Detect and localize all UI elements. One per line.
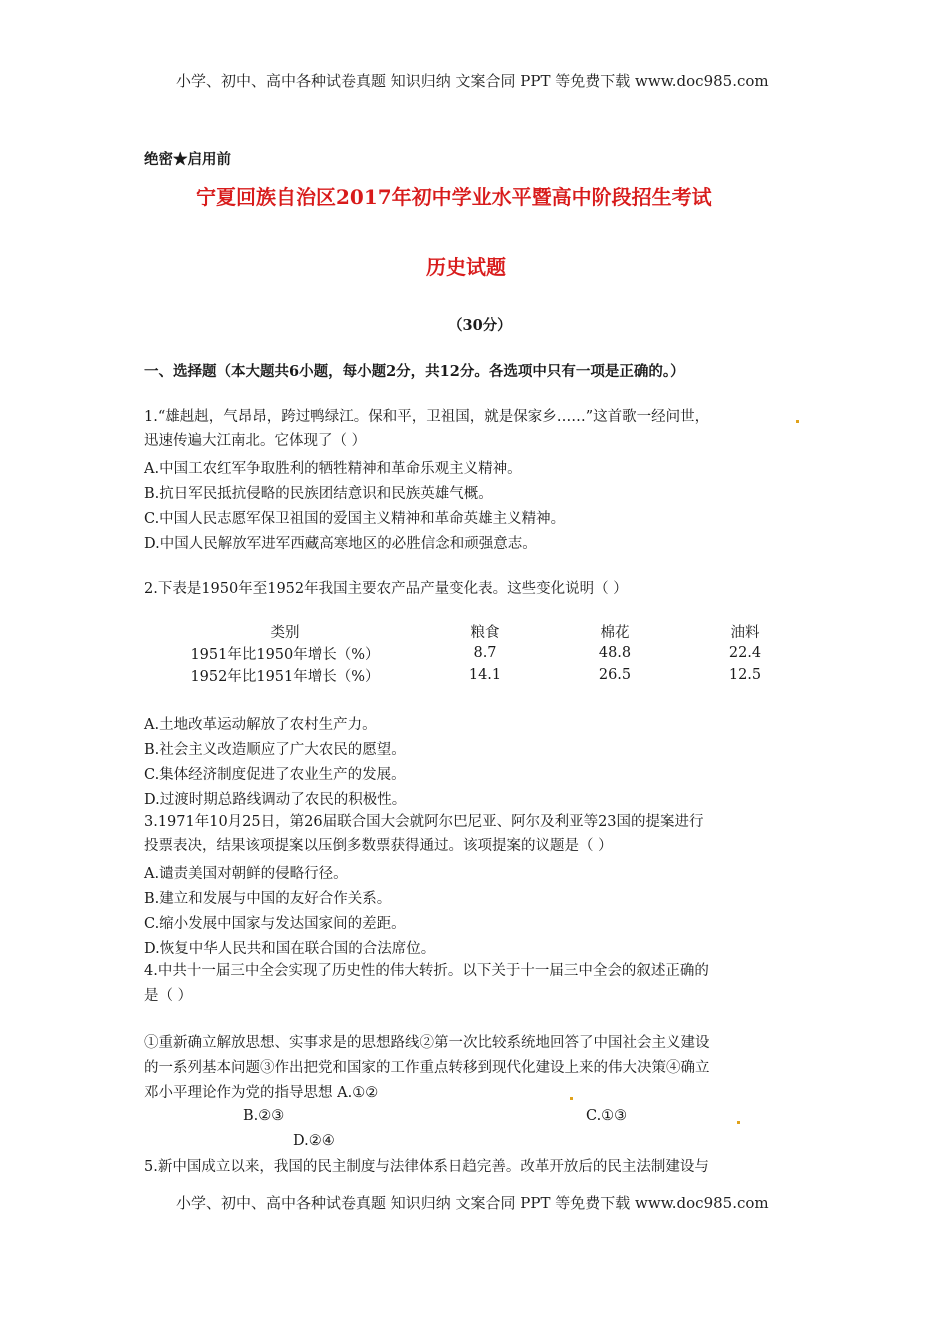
table-cell: 12.5	[728, 667, 762, 683]
q4-stem-line2: 是（ ）	[144, 988, 193, 1004]
q4-option-b: B.②③	[243, 1108, 285, 1124]
secret-label: 绝密★启用前	[144, 151, 231, 168]
q3-option-b: B.建立和发展与中国的友好合作关系。	[144, 891, 392, 907]
table-header-cell: 油料	[730, 624, 760, 641]
q5-stem-line1: 5.新中国成立以来，我国的民主制度与法律体系日趋完善。改革开放后的民主法制建设与	[144, 1159, 709, 1175]
q2-option-d: D.过渡时期总路线调动了农民的积极性。	[144, 792, 407, 808]
q2-option-a: A.土地改革运动解放了农村生产力。	[144, 717, 377, 733]
table-cell: 48.8	[598, 645, 632, 661]
table-cell: 1952年比1951年增长（%）	[190, 668, 380, 685]
scan-speck	[796, 420, 799, 423]
q1-option-c: C.中国人民志愿军保卫祖国的爱国主义精神和革命英雄主义精神。	[144, 511, 566, 527]
table-header-row	[150, 620, 810, 642]
q4-stem-line1: 4.中共十一届三中全会实现了历史性的伟大转折。以下关于十一届三中全会的叙述正确的	[144, 963, 709, 979]
table-header-cell: 粮食	[470, 624, 500, 641]
page-header: 小学、初中、高中各种试卷真题 知识归纳 文案合同 PPT 等免费下载 www.doc985.com	[176, 72, 769, 90]
q1-stem-line1: 1.“雄赳赳，气昂昂，跨过鸭绿江。保和平，卫祖国，就是保家乡……”这首歌一经问世，	[144, 409, 710, 425]
q3-option-d: D.恢复中华人民共和国在联合国的合法席位。	[144, 941, 436, 957]
q1-stem-line2: 迅速传遍大江南北。它体现了（ ）	[144, 433, 367, 449]
q4-body-line1: ①重新确立解放思想、实事求是的思想路线②第一次比较系统地回答了中国社会主义建设	[144, 1035, 710, 1051]
table-cell: 1951年比1950年增长（%）	[190, 646, 380, 663]
q4-option-d: D.②④	[293, 1133, 335, 1149]
scan-speck	[737, 1121, 740, 1124]
q2-option-c: C.集体经济制度促进了农业生产的发展。	[144, 767, 406, 783]
production-table	[150, 620, 810, 686]
q1-option-a: A.中国工农红军争取胜利的牺牲精神和革命乐观主义精神。	[144, 461, 522, 477]
q3-option-c: C.缩小发展中国家与发达国家间的差距。	[144, 916, 406, 932]
q4-body-line3: 邓小平理论作为党的指导思想 A.①②	[144, 1085, 379, 1101]
table-cell: 8.7	[473, 645, 497, 661]
table-header-cell: 棉花	[600, 624, 630, 641]
exam-subtitle: 历史试题	[426, 255, 506, 279]
table-cell: 14.1	[468, 667, 502, 683]
q4-option-c: C.①③	[586, 1108, 628, 1124]
q2-stem: 2.下表是1950年至1952年我国主要农产品产量变化表。这些变化说明（ ）	[144, 581, 628, 597]
section-heading: 一、选择题（本大题共6小题，每小题2分，共12分。各选项中只有一项是正确的。）	[144, 363, 685, 380]
q1-option-b: B.抗日军民抵抗侵略的民族团结意识和民族英雄气概。	[144, 486, 493, 502]
page-footer: 小学、初中、高中各种试卷真题 知识归纳 文案合同 PPT 等免费下载 www.doc985.com	[176, 1194, 769, 1212]
exam-title: 宁夏回族自治区2017年初中学业水平暨高中阶段招生考试	[196, 185, 712, 209]
table-cell: 26.5	[598, 667, 632, 683]
q1-option-d: D.中国人民解放军进军西藏高寒地区的必胜信念和顽强意志。	[144, 536, 537, 552]
q2-option-b: B.社会主义改造顺应了广大农民的愿望。	[144, 742, 406, 758]
table-cell: 22.4	[728, 645, 762, 661]
q3-stem-line1: 3.1971年10月25日，第26届联合国大会就阿尔巴尼亚、阿尔及利亚等23国的提案进行	[144, 814, 704, 830]
total-score: （30分）	[448, 317, 512, 334]
table-header-cell: 类别	[270, 624, 300, 641]
q3-stem-line2: 投票表决，结果该项提案以压倒多数票获得通过。该项提案的议题是（ ）	[144, 838, 613, 854]
q4-body-line2: 的一系列基本问题③作出把党和国家的工作重点转移到现代化建设上来的伟大决策④确立	[144, 1060, 710, 1076]
table-row	[150, 664, 810, 686]
q3-option-a: A.谴责美国对朝鲜的侵略行径。	[144, 866, 348, 882]
scan-speck	[570, 1097, 573, 1100]
table-row	[150, 642, 810, 664]
